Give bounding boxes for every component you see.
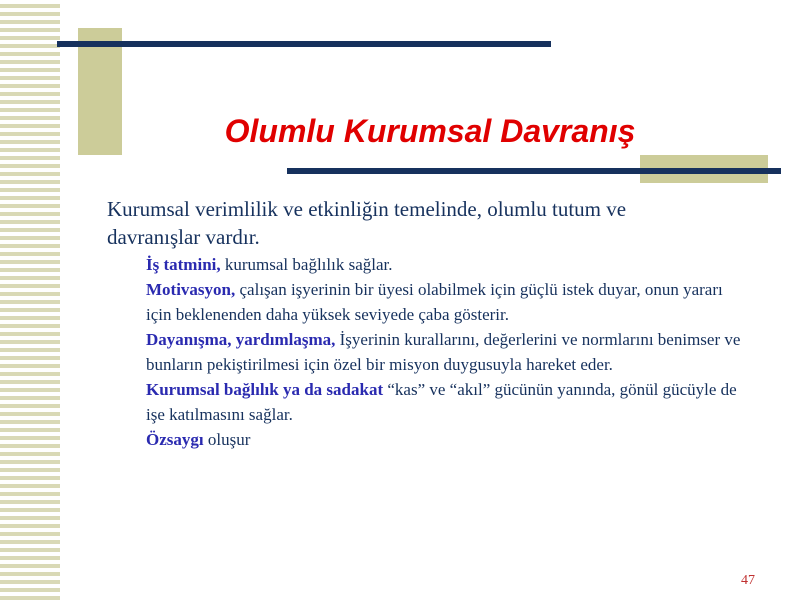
item-text: çalışan işyerinin bir üyesi olabilmek için güçlü istek duyar, onun yararı için beklenenden daha yüksek seviyede çaba gösterir.	[146, 280, 723, 324]
item-term: Dayanışma, yardımlaşma,	[146, 330, 336, 349]
decorative-navy-line-top	[57, 41, 551, 47]
item-term: Motivasyon,	[146, 280, 236, 299]
item-text: kurumsal bağlılık sağlar.	[220, 255, 393, 274]
decorative-stripes	[0, 0, 60, 600]
page-number: 47	[741, 573, 755, 588]
list-item	[146, 427, 746, 452]
main-paragraph: Kurumsal verimlilik ve etkinliğin temelinde, olumlu tutum ve davranışlar vardır.	[107, 197, 627, 249]
item-list	[146, 252, 746, 452]
item-text: İşyerinin kurallarını, değerlerini ve normlarını benimser ve bunların pekiştirilmesi için özel bir misyon duygusuyla hareket eder.	[146, 330, 741, 374]
item-term: Kurumsal bağlılık ya da sadakat	[146, 380, 384, 399]
decorative-navy-line-middle	[287, 168, 781, 174]
slide-title: Olumlu Kurumsal Davranış	[224, 113, 636, 149]
item-term: Özsaygı	[146, 430, 204, 449]
list-item	[146, 377, 746, 427]
item-text: oluşur	[203, 430, 251, 449]
item-text: “kas” ve “akıl” gücünün yanında, gönül gücüyle de işe katılmasını sağlar.	[146, 380, 737, 424]
list-item	[146, 277, 746, 327]
list-item	[146, 327, 746, 377]
list-item	[146, 252, 746, 277]
item-term: İş tatmini,	[146, 255, 221, 274]
